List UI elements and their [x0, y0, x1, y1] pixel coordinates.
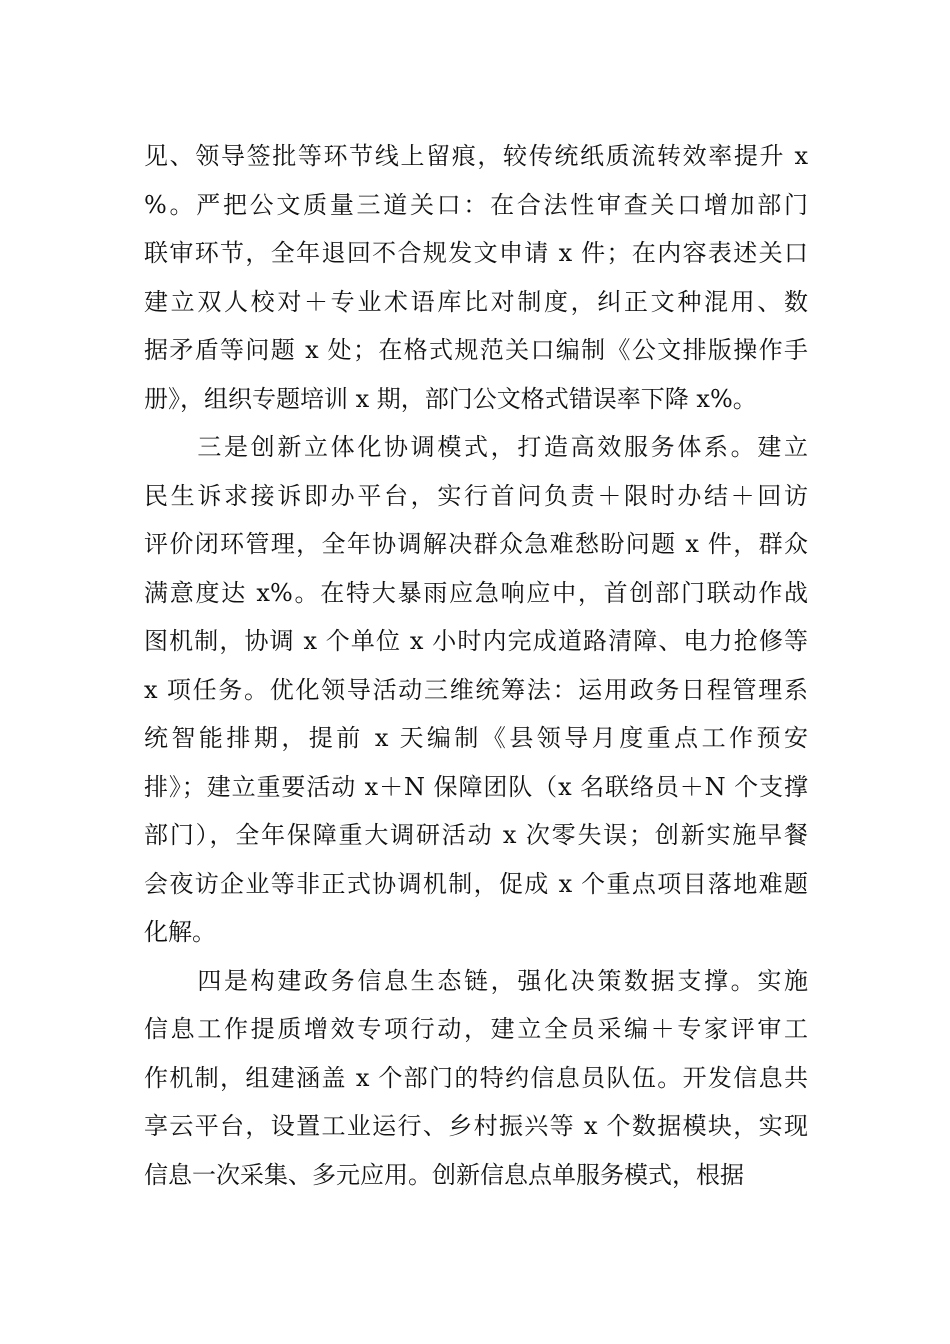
text-line: 联审环节，全年退回不合规发文申请 x 件；在内容表述关口	[144, 239, 808, 267]
text-line: 化解。	[144, 918, 216, 946]
text-line: 信息工作提质增效专项行动，建立全员采编＋专家评审工	[144, 1015, 808, 1043]
text-line: 作机制，组建涵盖 x 个部门的特约信息员队伍。开发信息共	[144, 1063, 808, 1092]
text-line: 满意度达 x%。在特大暴雨应急响应中，首创部门联动作战	[144, 578, 808, 607]
text-line: 图机制，协调 x 个单位 x 小时内完成道路清障、电力抢修等	[144, 627, 808, 655]
text-line: 评价闭环管理，全年协调解决群众急难愁盼问题 x 件，群众	[144, 530, 808, 558]
text-line: 见、领导签批等环节线上留痕，较传统纸质流转效率提升 x	[144, 142, 808, 170]
text-line: 建立双人校对＋专业术语库比对制度，纠正文种混用、数	[144, 287, 808, 316]
text-line: 信息一次采集、多元应用。创新信息点单服务模式，根据	[144, 1160, 744, 1189]
text-line: 册》，组织专题培训 x 期，部门公文格式错误率下降 x%。	[144, 384, 757, 413]
text-line: x 项任务。优化领导活动三维统筹法：运用政务日程管理系	[144, 675, 808, 704]
text-line: 三是创新立体化协调模式，打造高效服务体系。建立	[144, 433, 808, 461]
text-line: 民生诉求接诉即办平台，实行首问负责＋限时办结＋回访	[144, 481, 808, 510]
text-line: 四是构建政务信息生态链，强化决策数据支撑。实施	[144, 966, 808, 995]
text-line: 会夜访企业等非正式协调机制，促成 x 个重点项目落地难题	[144, 869, 808, 898]
text-line: %。严把公文质量三道关口：在合法性审查关口增加部门	[144, 190, 808, 219]
text-line: 部门），全年保障重大调研活动 x 次零失误；创新实施早餐	[144, 821, 808, 849]
text-line: 据矛盾等问题 x 处；在格式规范关口编制《公文排版操作手	[144, 336, 808, 364]
text-line: 享云平台，设置工业运行、乡村振兴等 x 个数据模块，实现	[144, 1112, 808, 1140]
text-line: 统智能排期，提前 x 天编制《县领导月度重点工作预安	[144, 724, 808, 752]
text-line: 排》；建立重要活动 x＋N 保障团队（x 名联络员＋N 个支撑	[144, 772, 808, 801]
document-body	[144, 132, 808, 1199]
